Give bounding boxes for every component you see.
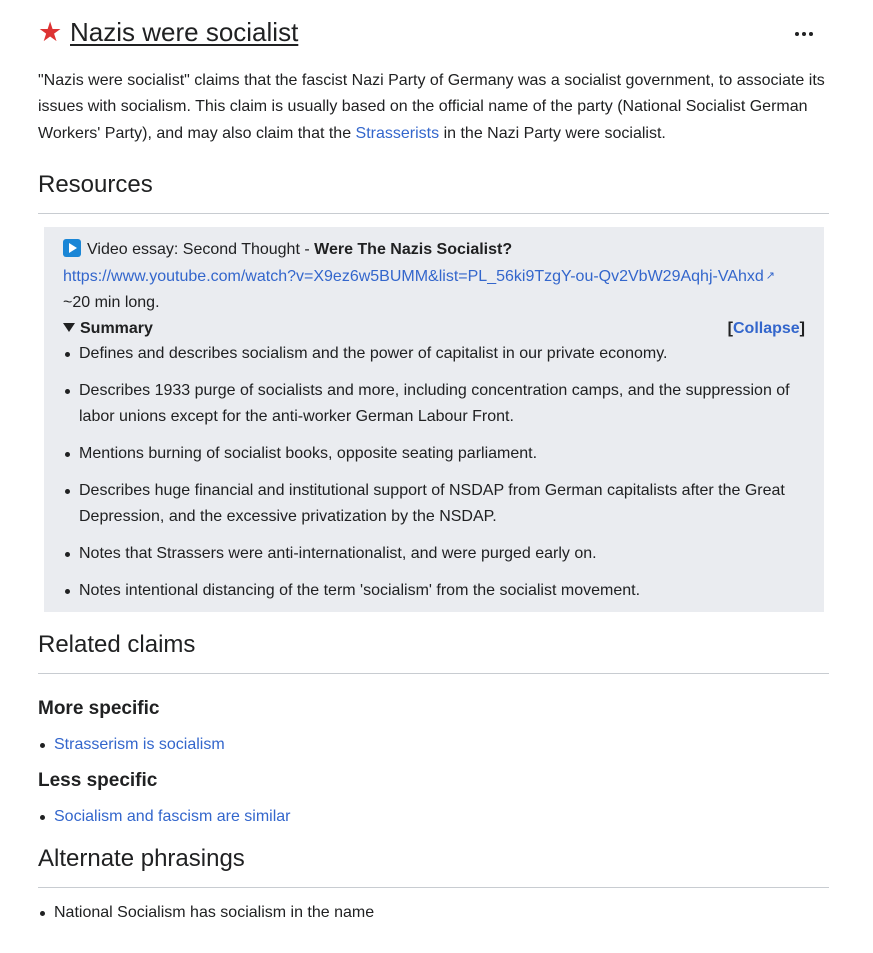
list-item: National Socialism has socialism in the name bbox=[38, 900, 374, 926]
intro-text-end: in the Nazi Party were socialist. bbox=[439, 124, 666, 142]
video-line bbox=[63, 237, 805, 263]
more-dots-icon bbox=[802, 32, 806, 36]
strasserism-link[interactable]: Strasserism is socialism bbox=[54, 736, 225, 753]
summary-item: Mentions burning of socialist books, opposite seating parliament. bbox=[63, 441, 805, 467]
collapse-button[interactable]: Collapse bbox=[732, 320, 800, 337]
collapse-control bbox=[728, 316, 805, 342]
less-specific-list bbox=[38, 804, 291, 830]
resource-box bbox=[44, 227, 824, 612]
triangle-down-icon bbox=[63, 323, 75, 332]
summary-item: Defines and describes socialism and the power of capitalist in our private economy. bbox=[63, 341, 805, 367]
intro-paragraph bbox=[38, 68, 829, 147]
summary-item: Describes 1933 purge of socialists and more, including concentration camps, and the suppression of labor unions except for the anti-worker German Labour Front. bbox=[63, 378, 805, 430]
bracket-open: [ bbox=[727, 320, 733, 337]
more-specific-list bbox=[38, 732, 225, 758]
title-row bbox=[38, 12, 829, 52]
video-title: Were The Nazis Socialist? bbox=[314, 241, 513, 258]
video-prefix: Video essay: Second Thought - bbox=[87, 241, 315, 258]
alternate-list bbox=[38, 900, 374, 926]
more-dots-icon bbox=[809, 32, 813, 36]
related-claims-heading: Related claims bbox=[38, 630, 829, 674]
summary-list bbox=[63, 341, 805, 604]
video-url-link[interactable]: https://www.youtube.com/watch?v=X9ez6w5BUMM&list=PL_56ki9TzgY-ou-Qv2VbW29Aqhj-VAhxd bbox=[63, 268, 764, 285]
list-item bbox=[38, 732, 225, 758]
summary-item: Notes that Strassers were anti-internationalist, and were purged early on. bbox=[63, 541, 805, 567]
socialism-fascism-link[interactable]: Socialism and fascism are similar bbox=[54, 808, 291, 825]
page-title[interactable]: Nazis were socialist bbox=[70, 17, 299, 47]
resources-heading: Resources bbox=[38, 170, 829, 214]
external-link-icon: ↗ bbox=[765, 270, 775, 282]
more-dots-icon bbox=[795, 32, 799, 36]
less-specific-heading: Less specific bbox=[38, 770, 158, 791]
strasserists-link[interactable]: Strasserists bbox=[355, 124, 440, 142]
list-item bbox=[38, 804, 291, 830]
summary-item: Describes huge financial and institutional support of NSDAP from German capitalists after the Great Depression, and the excessive privatization by the NSDAP. bbox=[63, 478, 805, 530]
more-options-button[interactable] bbox=[791, 19, 817, 45]
play-button-icon bbox=[63, 239, 81, 257]
summary-item: Notes intentional distancing of the term 'socialism' from the socialist movement. bbox=[63, 578, 805, 604]
more-specific-heading: More specific bbox=[38, 698, 160, 719]
star-icon[interactable]: ★ bbox=[38, 17, 63, 47]
summary-label: Summary bbox=[80, 320, 153, 337]
video-url-line bbox=[63, 263, 805, 290]
summary-toggle[interactable] bbox=[63, 316, 805, 342]
bracket-close: ] bbox=[799, 320, 805, 337]
resource-content bbox=[63, 237, 805, 604]
alternate-phrasings-heading: Alternate phrasings bbox=[38, 844, 829, 888]
video-length: ~20 min long. bbox=[63, 294, 160, 311]
intro-text: "Nazis were socialist" claims that the fascist Nazi Party of Germany was a socialist government, to associate its issues with socialism. This claim is usually based on the official name of the party (National Socialist German Workers' Party), and may also claim that the bbox=[38, 72, 825, 142]
